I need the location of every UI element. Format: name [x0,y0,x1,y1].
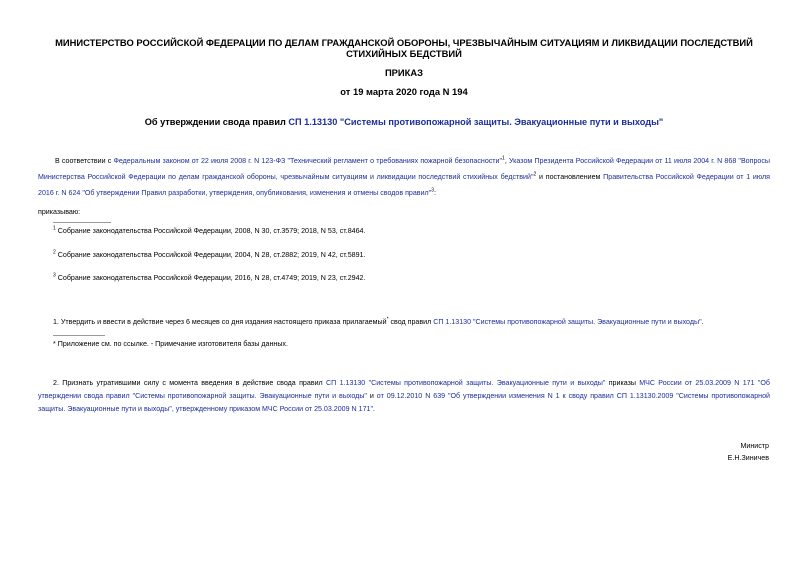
footnote-1 [53,224,365,238]
order-word: приказываю: [38,208,81,216]
signature-position: Министр [740,442,769,450]
footnote-3 [53,271,365,285]
signature-name: Е.Н.Зиничев [727,454,769,462]
footnote-ref-2[interactable]: 2 [533,171,537,178]
order-item-2 [38,377,770,416]
footnote-3-mark: 3 [53,272,56,279]
preamble-text-1: В соответствии с [55,157,114,165]
item2-text-2: приказы [605,379,640,387]
footnote-2-mark: 2 [53,249,56,256]
order-item-1 [53,315,773,329]
item1-sp-link[interactable]: СП 1.13130 "Системы противопожарной защиты. Эвакуационные пути и выходы" [433,318,702,326]
presidential-decree-link[interactable]: Указом Президента Российской Федерации от 11 июля 2004 г. N 868 "Вопросы Министерства Российской Федерации по делам гражданской обороны, чрезвычайным ситуациям и ликвидации последствий стихийных бедствий" [38,157,771,181]
footnote-divider [53,222,111,223]
item2-end: . [373,405,375,413]
title-sp-link[interactable]: СП 1.13130 "Системы противопожарной защиты. Эвакуационные пути и выходы" [288,117,664,127]
doc-type: ПРИКАЗ [384,67,424,78]
item1-text: 1. Утвердить и ввести в действие через 6 месяцев со дня издания настоящего приказа прилагаемый [53,318,387,326]
title-prefix: Об утверждении свода правил [144,117,289,127]
ministry-header: МИНИСТЕРСТВО РОССИЙСКОЙ ФЕДЕРАЦИИ ПО ДЕЛАМ ГРАЖДАНСКОЙ ОБОРОНЫ, ЧРЕЗВЫЧАЙНЫМ СИТУАЦИЯМ И ЛИКВИДАЦИИ ПОСЛЕДСТВИЙ СТИХИЙНЫХ БЕДСТВИЙ [55,37,753,59]
item1-end: . [701,318,704,326]
doc-title [50,117,758,127]
doc-date-number: от 19 марта 2020 года N 194 [340,86,468,97]
preamble-text-2: , [504,157,509,165]
footnote-2 [53,248,365,262]
item2-text: 2. Признать утратившими силу с момента введения в действие свода правил [53,379,327,387]
order-171-link[interactable]: МЧС России от 25.03.2009 N 171 "Об утверждении свода правил "Системы противопожарной защиты. Эвакуационные пути и выходы" [38,379,770,400]
government-resolution-link[interactable]: Правительства Российской Федерации от 1 июля 2016 г. N 624 "Об утверждении Правил разработки, утверждения, опубликования, изменения и отмены сводов правил" [38,173,770,197]
preamble-text-4: : [433,189,436,197]
item1-star-ref[interactable]: * [386,316,389,323]
preamble-text-3: и постановлением [536,173,604,181]
footnote-2-text: Собрание законодательства Российской Федерации, 2004, N 28, ст.2882; 2019, N 42, ст.5891. [57,251,366,259]
footnote-ref-1[interactable]: 1 [502,155,505,162]
signature-block [728,440,769,464]
star-footnote: * Приложение см. по ссылке. - Примечание изготовителя базы данных. [53,340,288,348]
footnote-1-mark: 1 [53,225,56,232]
federal-law-link[interactable]: Федеральным законом от 22 июля 2008 г. N 123-ФЗ "Технический регламент о требованиях пожарной безопасности" [113,157,503,165]
star-footnote-divider [53,335,105,336]
item2-text-3: и [366,392,377,400]
order-639-link[interactable]: от 09.12.2010 N 639 "Об утверждении изменения N 1 к своду правил СП 1.13130.2009 "Системы противопожарной защиты. Эвакуационные пути и выходы", утвержденному приказом МЧС России от 25.03.2009 N 171" [38,392,771,413]
footnote-ref-3[interactable]: 3 [431,187,434,194]
footnote-3-text: Собрание законодательства Российской Федерации, 2016, N 28, ст.4749; 2019, N 23, ст.2942. [57,274,366,282]
preamble-paragraph [38,153,770,201]
item2-sp-link[interactable]: СП 1.13130 "Системы противопожарной защиты. Эвакуационные пути и выходы" [326,379,606,387]
item1-text-2: свод правил [388,318,434,326]
footnote-1-text: Собрание законодательства Российской Федерации, 2008, N 30, ст.3579; 2018, N 53, ст.8464. [57,227,366,235]
